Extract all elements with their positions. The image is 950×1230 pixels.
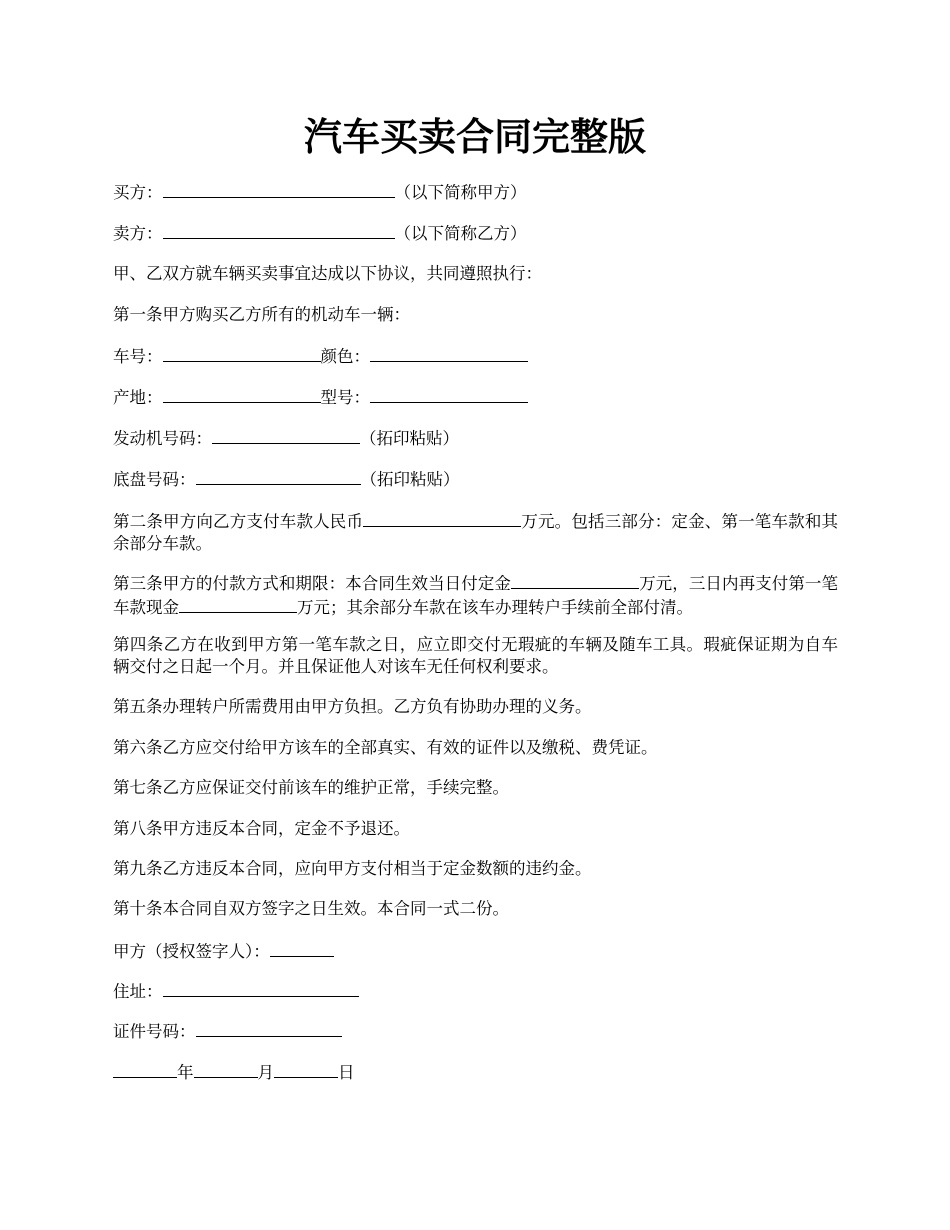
party-a-sign-blank[interactable] (270, 939, 334, 957)
article-1: 第一条甲方购买乙方所有的机动车一辆： (113, 305, 410, 324)
origin-label: 产地： (113, 388, 163, 407)
month-blank[interactable] (194, 1060, 258, 1078)
article-2 (113, 509, 838, 555)
article-8: 第八条甲方违反本合同，定金不予退还。 (113, 819, 410, 838)
id-label: 证件号码： (113, 1022, 196, 1041)
engine-label: 发动机号码： (113, 429, 212, 448)
chassis-blank[interactable] (196, 467, 361, 485)
model-label: 型号： (320, 388, 370, 407)
article-3-post: 万元；其余部分车款在该车办理转户手续前全部付清。 (297, 598, 693, 617)
article-2-pre: 第二条甲方向乙方支付车款人民币 (113, 512, 364, 531)
article-2-amount-blank[interactable] (363, 509, 521, 527)
article-7: 第七条乙方应保证交付前该车的维护正常，手续完整。 (113, 778, 509, 797)
plate-blank[interactable] (163, 344, 321, 362)
seller-line (113, 221, 838, 245)
model-blank[interactable] (370, 385, 528, 403)
origin-blank[interactable] (163, 385, 321, 403)
seller-label: 卖方： (113, 224, 163, 243)
first-payment-blank[interactable] (179, 595, 297, 613)
chassis-note: （拓印粘贴） (360, 470, 460, 489)
article-9: 第九条乙方违反本合同，应向甲方支付相当于定金数额的违约金。 (113, 859, 592, 878)
article-3-pre: 第三条甲方的付款方式和期限：本合同生效当日付定金 (113, 574, 511, 593)
day-blank[interactable] (274, 1060, 338, 1078)
engine-blank[interactable] (212, 426, 360, 444)
buyer-label: 买方： (113, 183, 163, 202)
id-blank[interactable] (196, 1019, 342, 1037)
chassis-line (113, 467, 838, 491)
engine-note: （拓印粘贴） (360, 429, 459, 448)
seller-note: （以下简称乙方） (394, 224, 527, 243)
seller-blank[interactable] (163, 221, 395, 239)
plate-color-line (113, 344, 838, 368)
address-blank[interactable] (163, 979, 359, 997)
article-2-post: 万元。包括三部分：定金、第一笔车款和其余部分车款。 (113, 512, 839, 553)
plate-label: 车号： (113, 347, 163, 366)
buyer-line (113, 180, 838, 204)
engine-line (113, 426, 838, 450)
article-3 (113, 571, 838, 619)
color-blank[interactable] (370, 344, 528, 362)
article-10: 第十条本合同自双方签字之日生效。本合同一式二份。 (113, 899, 509, 918)
article-3-mid: 万元，三日内再支付第一笔车款现金 (113, 574, 839, 617)
address-label: 住址： (113, 982, 163, 1001)
color-label: 颜色： (320, 347, 370, 366)
deposit-blank[interactable] (511, 571, 639, 589)
month-label: 月 (257, 1063, 274, 1082)
origin-model-line (113, 385, 838, 409)
year-label: 年 (177, 1063, 194, 1082)
article-4: 第四条乙方在收到甲方第一笔车款之日，应立即交付无瑕疵的车辆及随车工具。瑕疵保证期为自车辆交付之日起一个月。并且保证他人对该车无任何权利要求。 (113, 635, 838, 676)
party-a-sign-label: 甲方（授权签字人）： (113, 942, 270, 961)
day-label: 日 (338, 1063, 355, 1082)
year-blank[interactable] (113, 1060, 177, 1078)
address-line (113, 979, 838, 1003)
chassis-label: 底盘号码： (113, 470, 196, 489)
article-5: 第五条办理转户所需费用由甲方负担。乙方负有协助办理的义务。 (113, 697, 592, 716)
page-title: 汽车买卖合同完整版 (303, 114, 646, 159)
id-line (113, 1019, 838, 1043)
article-6: 第六条乙方应交付给甲方该车的全部真实、有效的证件以及缴税、费凭证。 (113, 738, 658, 757)
buyer-blank[interactable] (163, 180, 395, 198)
date-line (113, 1060, 838, 1084)
party-a-sign-line (113, 939, 838, 963)
buyer-note: （以下简称甲方） (394, 183, 527, 202)
intro-text: 甲、乙双方就车辆买卖事宜达成以下协议，共同遵照执行： (113, 264, 542, 283)
